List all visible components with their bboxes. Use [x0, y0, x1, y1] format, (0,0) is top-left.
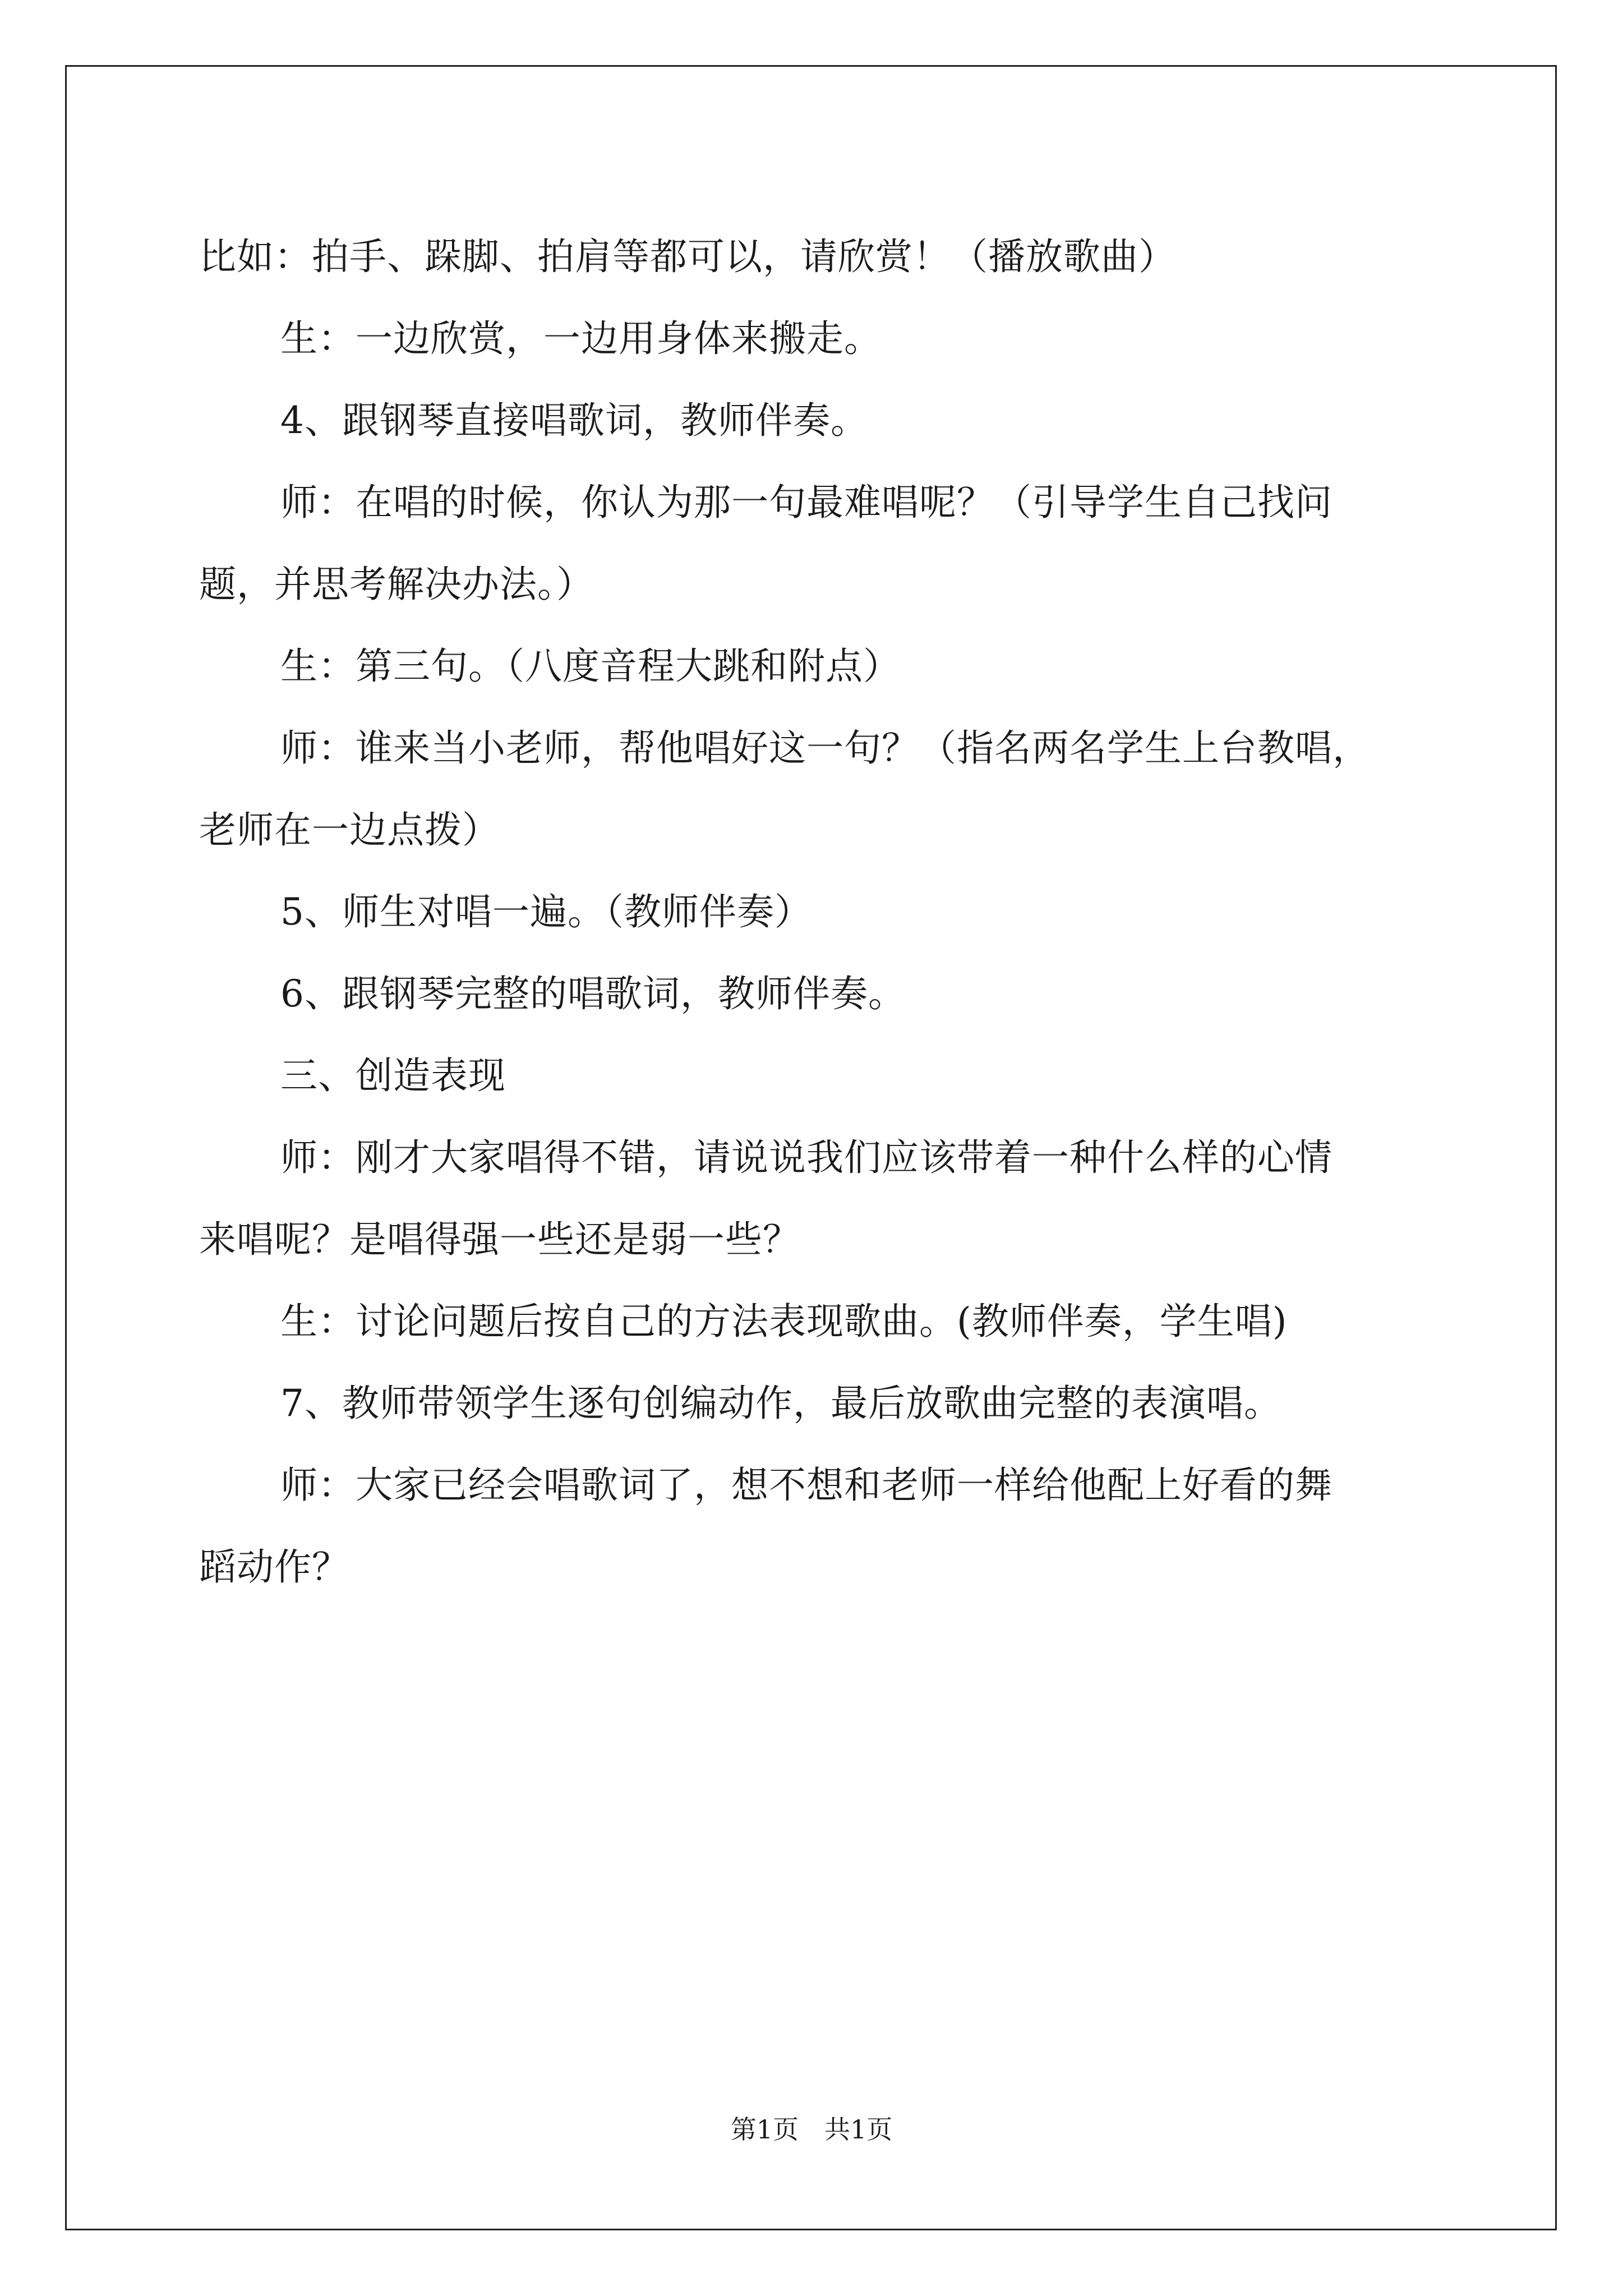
- paragraph: 生：一边欣赏，一边用身体来搬走。: [280, 317, 882, 360]
- paragraph: 老师在一边点拨）: [199, 808, 500, 852]
- paragraph: 来唱呢？是唱得强一些还是弱一些？: [199, 1218, 800, 1261]
- paragraph: 师：在唱的时候，你认为那一句最难唱呢？（引导学生自己找问: [280, 481, 1332, 524]
- paragraph: 7、教师带领学生逐句创编动作，最后放歌曲完整的表演唱。: [280, 1382, 1281, 1425]
- paragraph: 6、跟钢琴完整的唱歌词，教师伴奏。: [280, 972, 906, 1015]
- paragraph: 蹈动作？: [199, 1545, 349, 1589]
- paragraph: 师：大家已经会唱歌词了，想不想和老师一样给他配上好看的舞: [280, 1464, 1332, 1507]
- paragraph: 师：谁来当小老师，帮他唱好这一句？（指名两名学生上台教唱，: [280, 726, 1370, 770]
- paragraph: 5、师生对唱一遍。（教师伴奏）: [280, 890, 812, 933]
- document-body: [199, 216, 1441, 1608]
- paragraph: 题，并思考解决办法。）: [199, 563, 594, 606]
- paragraph: 生：第三句。（八度音程大跳和附点）: [280, 645, 901, 688]
- paragraph: 生：讨论问题后按自己的方法表现歌曲。(教师伴奏，学生唱): [280, 1300, 1288, 1343]
- page-number-footer: 第1页 共1页: [730, 2114, 893, 2145]
- paragraph: 比如：拍手、跺脚、拍肩等都可以，请欣赏！（播放歌曲）: [199, 235, 1176, 278]
- paragraph: 师：刚才大家唱得不错，请说说我们应该带着一种什么样的心情: [280, 1136, 1332, 1179]
- section-heading: 三、创造表现: [280, 1054, 506, 1097]
- paragraph: 4、跟钢琴直接唱歌词，教师伴奏。: [280, 399, 868, 442]
